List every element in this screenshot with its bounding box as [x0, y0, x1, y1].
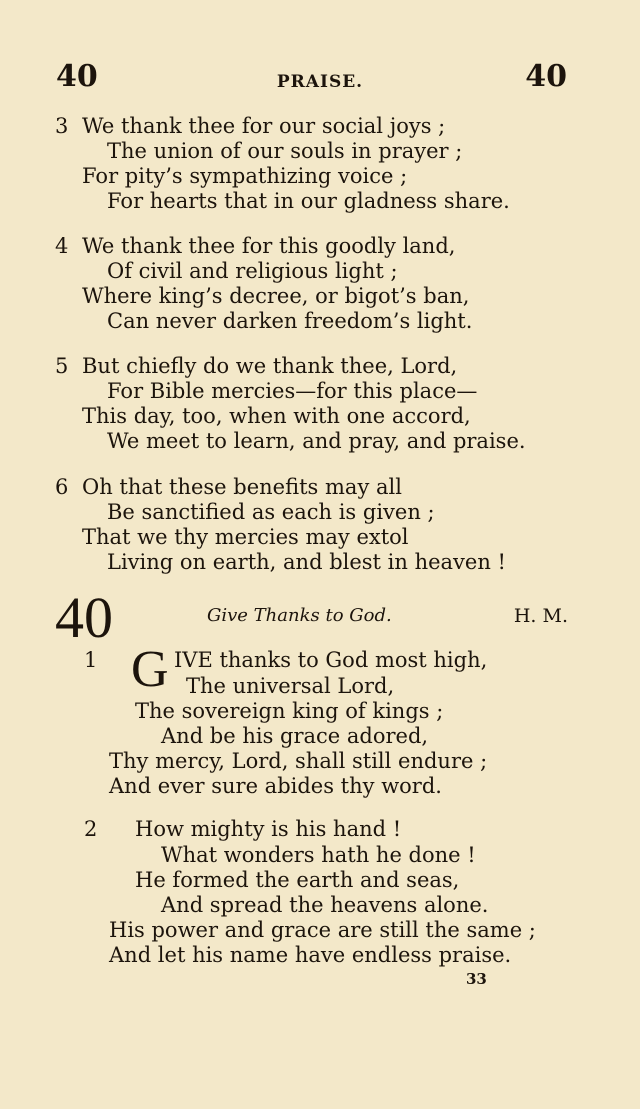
verse-line: And let his name have endless praise.	[109, 943, 512, 967]
verse-line: The universal Lord,	[186, 674, 395, 698]
verse-line: Oh that these benefits may all	[82, 475, 402, 499]
verse-line: We thank thee for our social joys ;	[82, 114, 446, 138]
verse-line: That we thy mercies may extol	[82, 525, 409, 549]
hymn-number: 40	[55, 585, 113, 650]
verse-line: Thy mercy, Lord, shall still endure ;	[109, 749, 488, 773]
drop-cap: G	[131, 641, 169, 698]
verse-line: And be his grace adored,	[161, 724, 429, 748]
header-left-number: 40	[56, 59, 98, 94]
running-title: PRAISE.	[276, 72, 364, 92]
verse-line: Of civil and religious light ;	[107, 259, 398, 283]
verse-line: But chiefly do we thank thee, Lord,	[82, 354, 458, 378]
stanza-number: 1	[84, 648, 98, 672]
verse-line: For Bible mercies—for this place—	[107, 379, 478, 403]
page-number: 33	[466, 970, 487, 988]
verse-line: IVE thanks to God most high,	[174, 648, 488, 672]
stanza-number: 3	[55, 114, 69, 138]
verse-line: The union of our souls in prayer ;	[107, 139, 463, 163]
verse-line: We thank thee for this goodly land,	[82, 234, 456, 258]
verse-line: He formed the earth and seas,	[135, 868, 460, 892]
verse-line: Where king’s decree, or bigot’s ban,	[82, 284, 470, 308]
stanza-number: 6	[55, 475, 69, 499]
verse-line: We meet to learn, and pray, and praise.	[107, 429, 526, 453]
verse-line: His power and grace are still the same ;	[109, 918, 536, 942]
verse-line: The sovereign king of kings ;	[135, 699, 444, 723]
stanza-number: 2	[84, 817, 98, 841]
stanza-number: 4	[55, 234, 69, 258]
verse-line: Be sanctified as each is given ;	[107, 500, 435, 524]
verse-line: For pity’s sympathizing voice ;	[82, 164, 408, 188]
header-right-number: 40	[525, 59, 567, 94]
verse-line: And ever sure abides thy word.	[109, 774, 442, 798]
hymn-meter: H. M.	[513, 605, 568, 627]
hymn-title: Give Thanks to God.	[207, 605, 392, 626]
verse-line: For hearts that in our gladness share.	[107, 189, 510, 213]
verse-line: Can never darken freedom’s light.	[107, 309, 473, 333]
stanza-number: 5	[55, 354, 69, 378]
verse-line: And spread the heavens alone.	[161, 893, 489, 917]
verse-line: How mighty is his hand !	[135, 817, 402, 841]
verse-line: What wonders hath he done !	[161, 843, 476, 867]
verse-line: This day, too, when with one accord,	[82, 404, 471, 428]
verse-line: Living on earth, and blest in heaven !	[107, 550, 506, 574]
